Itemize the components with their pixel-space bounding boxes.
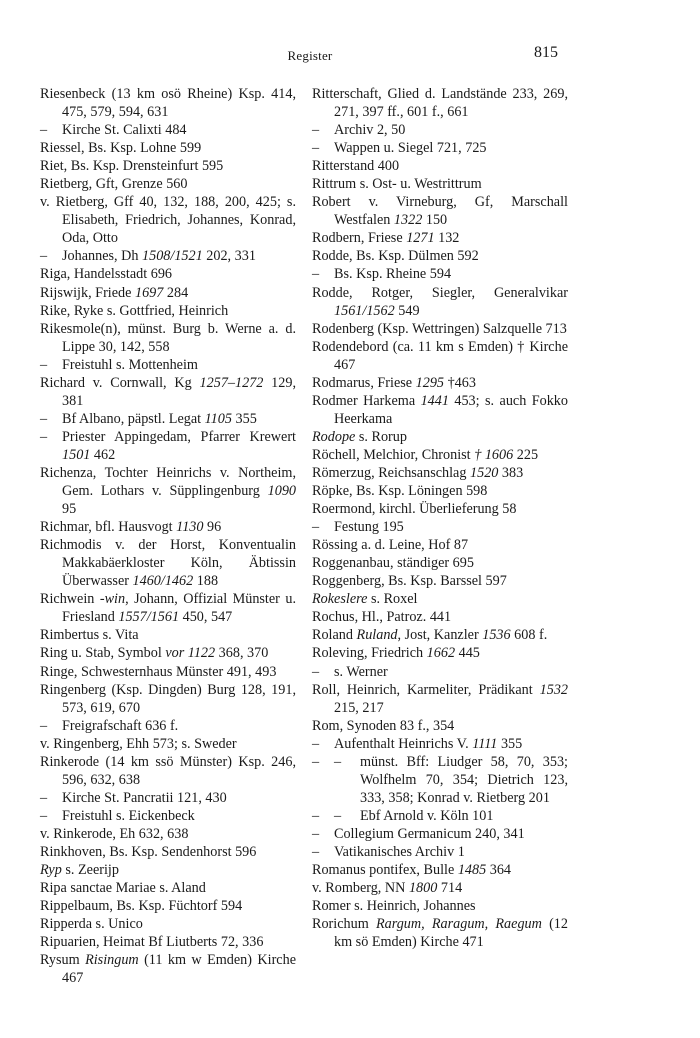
subentry-dash: – — [334, 807, 342, 824]
index-entry — [40, 861, 296, 879]
index-entry — [312, 446, 568, 464]
subentry-dash: – — [40, 428, 48, 445]
subentry-dash: – — [40, 356, 48, 373]
index-entry — [40, 753, 296, 789]
index-entry-text: Roll, Heinrich, Karmeliter, Prädikant 1532 215, 217 — [312, 681, 568, 716]
index-entry — [40, 915, 296, 933]
index-entry-text: Richwein -win, Johann, Offizial Münster u. Friesland 1557/1561 450, 547 — [40, 591, 297, 626]
index-entry — [40, 897, 296, 915]
index-entry-text: Rinkhoven, Bs. Ksp. Sendenhorst 596 — [40, 843, 257, 860]
index-entry — [40, 536, 296, 590]
index-entry-text: Rodmer Harkema 1441 453; s. auch Fokko Heerkama — [312, 392, 568, 427]
index-entry — [312, 229, 568, 247]
index-entry-text: Rietberg, Gft, Grenze 560 — [40, 176, 188, 193]
index-entry-text: Bf Albano, päpstl. Legat 1105 355 — [62, 410, 257, 427]
index-entry — [40, 374, 296, 410]
index-entry-text: Richenza, Tochter Heinrichs v. Northeim, Gem. Lothars v. Süpplingenburg 1090 95 — [40, 464, 296, 518]
index-entry — [40, 157, 296, 175]
index-entry — [312, 644, 568, 662]
index-entry — [40, 464, 296, 518]
index-entry-text: Romanus pontifex, Bulle 1485 364 — [312, 862, 512, 879]
subentry-dash: – — [334, 753, 342, 770]
index-entry — [312, 247, 568, 265]
index-entry-text: Archiv 2, 50 — [334, 122, 406, 139]
index-entry — [40, 644, 296, 662]
index-entry — [312, 320, 568, 338]
index-entry-text: v. Rinkerode, Eh 632, 638 — [40, 825, 189, 842]
index-entry — [40, 933, 296, 951]
index-entry-text: Johannes, Dh 1508/1521 202, 331 — [62, 248, 256, 265]
index-entry-text: Rijswijk, Friede 1697 284 — [40, 284, 189, 301]
index-entry-text: Festung 195 — [334, 519, 404, 536]
index-entry — [312, 392, 568, 428]
index-entry-text: Collegium Germanicum 240, 341 — [334, 825, 525, 842]
subentry-dash: – — [40, 789, 48, 806]
index-entry — [312, 428, 568, 446]
index-entry-text: Röchell, Melchior, Chronist † 1606 225 — [312, 446, 539, 463]
index-entry-text: v. Ringenberg, Ehh 573; s. Sweder — [40, 735, 237, 752]
index-entry — [312, 843, 568, 861]
index-entry — [312, 536, 568, 554]
index-entry — [312, 590, 568, 608]
index-entry-text: Rimbertus s. Vita — [40, 627, 139, 644]
index-entry — [40, 247, 296, 265]
index-entry-text: v. Rietberg, Gff 40, 132, 188, 200, 425; s. Elisabeth, Friedrich, Johannes, Konrad, Oda, Otto — [40, 194, 296, 247]
index-entry — [312, 753, 568, 807]
index-entry-text: Richmodis v. der Horst, Konventualin Makkabäerkloster Köln, Äbtissin Überwasser 1460/1462 188 — [40, 537, 296, 590]
index-entry-text: Robert v. Virneburg, Gf, Marschall Westfalen 1322 150 — [312, 194, 568, 229]
index-entry-text: Ryp s. Zeerijp — [40, 862, 119, 879]
subentry-dash: – — [312, 843, 320, 860]
index-entry — [40, 518, 296, 536]
index-entry — [312, 735, 568, 753]
index-entry-text: Roleving, Friedrich 1662 445 — [312, 645, 480, 662]
index-entry — [312, 284, 568, 320]
index-entry-text: Rom, Synoden 83 f., 354 — [312, 717, 455, 734]
index-entry-text: Rokeslere s. Roxel — [312, 591, 418, 608]
index-entry-text: Riet, Bs. Ksp. Drensteinfurt 595 — [40, 158, 224, 175]
index-entry-text: Rittrum s. Ost- u. Westrittrum — [312, 176, 482, 193]
index-entry-text: Romer s. Heinrich, Johannes — [312, 898, 476, 915]
index-entry — [312, 572, 568, 590]
index-entry — [312, 175, 568, 193]
index-entry — [312, 554, 568, 572]
index-entry — [40, 302, 296, 320]
index-entry — [312, 500, 568, 518]
index-entry-text: Rössing a. d. Leine, Hof 87 — [312, 537, 469, 554]
index-entry-text: Rodmarus, Friese 1295 †463 — [312, 374, 476, 391]
index-entry — [312, 464, 568, 482]
index-entry — [312, 338, 568, 374]
index-entry — [40, 626, 296, 644]
index-entry — [40, 139, 296, 157]
index-entry — [40, 85, 296, 121]
index-entry-text: Ripa sanctae Mariae s. Aland — [40, 880, 206, 897]
index-entry — [40, 843, 296, 861]
index-entry-text: Vatikanisches Archiv 1 — [334, 843, 465, 860]
index-entry-text: Rodenberg (Ksp. Wettringen) Salzquelle 713 — [312, 320, 567, 337]
subentry-dash: – — [40, 122, 48, 139]
subentry-dash: – — [312, 519, 320, 536]
subentry-dash: – — [312, 807, 320, 824]
index-entry — [40, 175, 296, 193]
index-entry — [312, 717, 568, 735]
index-entry — [40, 663, 296, 681]
index-entry-text: Kirche St. Calixti 484 — [62, 122, 187, 139]
index-entry — [312, 139, 568, 157]
index-entry — [312, 825, 568, 843]
index-entry — [40, 193, 296, 247]
index-entry-text: Rodope s. Rorup — [312, 428, 407, 445]
index-entry — [312, 915, 568, 951]
index-entry-text: Riesenbeck (13 km osö Rheine) Ksp. 414, 475, 579, 594, 631 — [40, 86, 296, 121]
subentry-dash: – — [312, 753, 320, 770]
index-entry-text: Rike, Ryke s. Gottfried, Heinrich — [40, 302, 229, 319]
subentry-dash: – — [40, 248, 48, 265]
index-entry-text: Ripperda s. Unico — [40, 916, 143, 933]
index-entry — [40, 807, 296, 825]
index-entry-text: Römerzug, Reichsanschlag 1520 383 — [312, 464, 524, 481]
index-entry — [40, 320, 296, 356]
index-entry-text: Ringenberg (Ksp. Dingden) Burg 128, 191, 573, 619, 670 — [40, 681, 296, 716]
index-entry — [312, 482, 568, 500]
subentry-dash: – — [312, 735, 320, 752]
index-entry-text: Roggenberg, Bs. Ksp. Barssel 597 — [312, 573, 507, 590]
index-entry-text: s. Werner — [334, 663, 388, 680]
index-entry — [312, 807, 568, 825]
index-entry-text: Rodendebord (ca. 11 km s Emden) † Kirche 467 — [312, 338, 568, 373]
index-entry-text: Roland Ruland, Jost, Kanzler 1536 608 f. — [312, 627, 548, 644]
index-entry — [40, 410, 296, 428]
index-entry-text: Roggenanbau, ständiger 695 — [312, 555, 474, 572]
index-entry — [40, 284, 296, 302]
index-entry — [312, 879, 568, 897]
index-entry-text: Rorichum Rargum, Raragum, Raegum (12 km sö Emden) Kirche 471 — [312, 916, 568, 951]
subentry-dash: – — [312, 825, 320, 842]
subentry-dash: – — [312, 140, 320, 157]
index-entry-text: Rodbern, Friese 1271 132 — [312, 230, 460, 247]
subentry-dash: – — [312, 266, 320, 283]
index-column-right — [312, 85, 568, 951]
index-entry-text: Rochus, Hl., Patroz. 441 — [312, 609, 452, 626]
index-entry — [312, 85, 568, 121]
index-entry-text: Priester Appingedam, Pfarrer Krewert 1501 462 — [62, 428, 296, 463]
index-entry-text: Wappen u. Siegel 721, 725 — [334, 140, 487, 157]
index-entry — [312, 897, 568, 915]
index-entry-text: Ripuarien, Heimat Bf Liutberts 72, 336 — [40, 934, 264, 951]
index-entry — [312, 663, 568, 681]
subentry-dash: – — [40, 410, 48, 427]
index-entry-text: Ritterstand 400 — [312, 158, 400, 175]
index-entry-text: Rikesmole(n), münst. Burg b. Werne a. d. Lippe 30, 142, 558 — [40, 320, 296, 355]
index-entry — [312, 681, 568, 717]
index-entry — [40, 951, 296, 987]
index-entry-text: Roermond, kirchl. Überlieferung 58 — [312, 501, 517, 518]
index-entry-text: Ritterschaft, Glied d. Landstände 233, 269, 271, 397 ff., 601 f., 661 — [312, 86, 568, 121]
page-number: 815 — [534, 44, 558, 61]
index-entry-text: Freigrafschaft 636 f. — [62, 717, 179, 734]
index-entry-text: Ring u. Stab, Symbol vor 1122 368, 370 — [40, 645, 269, 662]
index-column-left — [40, 85, 296, 987]
index-entry-text: Ringe, Schwesternhaus Münster 491, 493 — [40, 663, 277, 680]
index-entry — [312, 121, 568, 139]
subentry-dash: – — [40, 807, 48, 824]
index-entry — [312, 626, 568, 644]
index-entry — [312, 374, 568, 392]
index-entry — [312, 608, 568, 626]
subentry-dash: – — [312, 663, 320, 680]
index-entry — [312, 861, 568, 879]
index-entry — [40, 879, 296, 897]
index-entry — [40, 789, 296, 807]
index-entry — [40, 121, 296, 139]
index-entry — [40, 265, 296, 283]
index-entry — [312, 193, 568, 229]
subentry-dash: – — [312, 122, 320, 139]
index-entry — [312, 518, 568, 536]
index-entry-text: münst. Bff: Liudger 58, 70, 353; Wolfhelm 70, 354; Dietrich 123, 333, 358; Konrad v. Rietberg 201 — [360, 753, 568, 806]
index-entry-text: v. Romberg, NN 1800 714 — [312, 880, 463, 897]
subentry-dash: – — [40, 717, 48, 734]
index-entry-text: Rodde, Bs. Ksp. Dülmen 592 — [312, 248, 479, 265]
index-entry — [40, 717, 296, 735]
index-entry-text: Ebf Arnold v. Köln 101 — [360, 807, 494, 824]
index-entry-text: Rodde, Rotger, Siegler, Generalvikar 1561/1562 549 — [312, 284, 568, 319]
index-entry-text: Freistuhl s. Eickenbeck — [62, 807, 195, 824]
index-entry — [40, 590, 296, 626]
index-entry — [312, 157, 568, 175]
running-head: Register — [287, 48, 333, 63]
index-entry-text: Rippelbaum, Bs. Ksp. Füchtorf 594 — [40, 898, 243, 915]
index-entry — [40, 681, 296, 717]
index-entry-text: Aufenthalt Heinrichs V. 1111 355 — [334, 735, 523, 752]
index-entry — [40, 356, 296, 374]
index-entry-text: Bs. Ksp. Rheine 594 — [334, 266, 452, 283]
index-entry-text: Riessel, Bs. Ksp. Lohne 599 — [40, 140, 202, 157]
index-entry — [40, 428, 296, 464]
index-entry-text: Kirche St. Pancratii 121, 430 — [62, 789, 227, 806]
index-entry-text: Riga, Handelsstadt 696 — [40, 266, 173, 283]
index-entry-text: Richard v. Cornwall, Kg 1257–1272 129, 381 — [40, 374, 297, 409]
index-entry-text: Rinkerode (14 km ssö Münster) Ksp. 246, 596, 632, 638 — [40, 753, 296, 788]
index-entry-text: Röpke, Bs. Ksp. Löningen 598 — [312, 483, 488, 500]
index-entry — [40, 735, 296, 753]
index-entry-text: Rysum Risingum (11 km w Emden) Kirche 467 — [40, 952, 297, 987]
index-entry — [40, 825, 296, 843]
index-entry-text: Richmar, bfl. Hausvogt 1130 96 — [40, 519, 222, 536]
index-entry — [312, 265, 568, 283]
index-entry-text: Freistuhl s. Mottenheim — [62, 356, 198, 373]
